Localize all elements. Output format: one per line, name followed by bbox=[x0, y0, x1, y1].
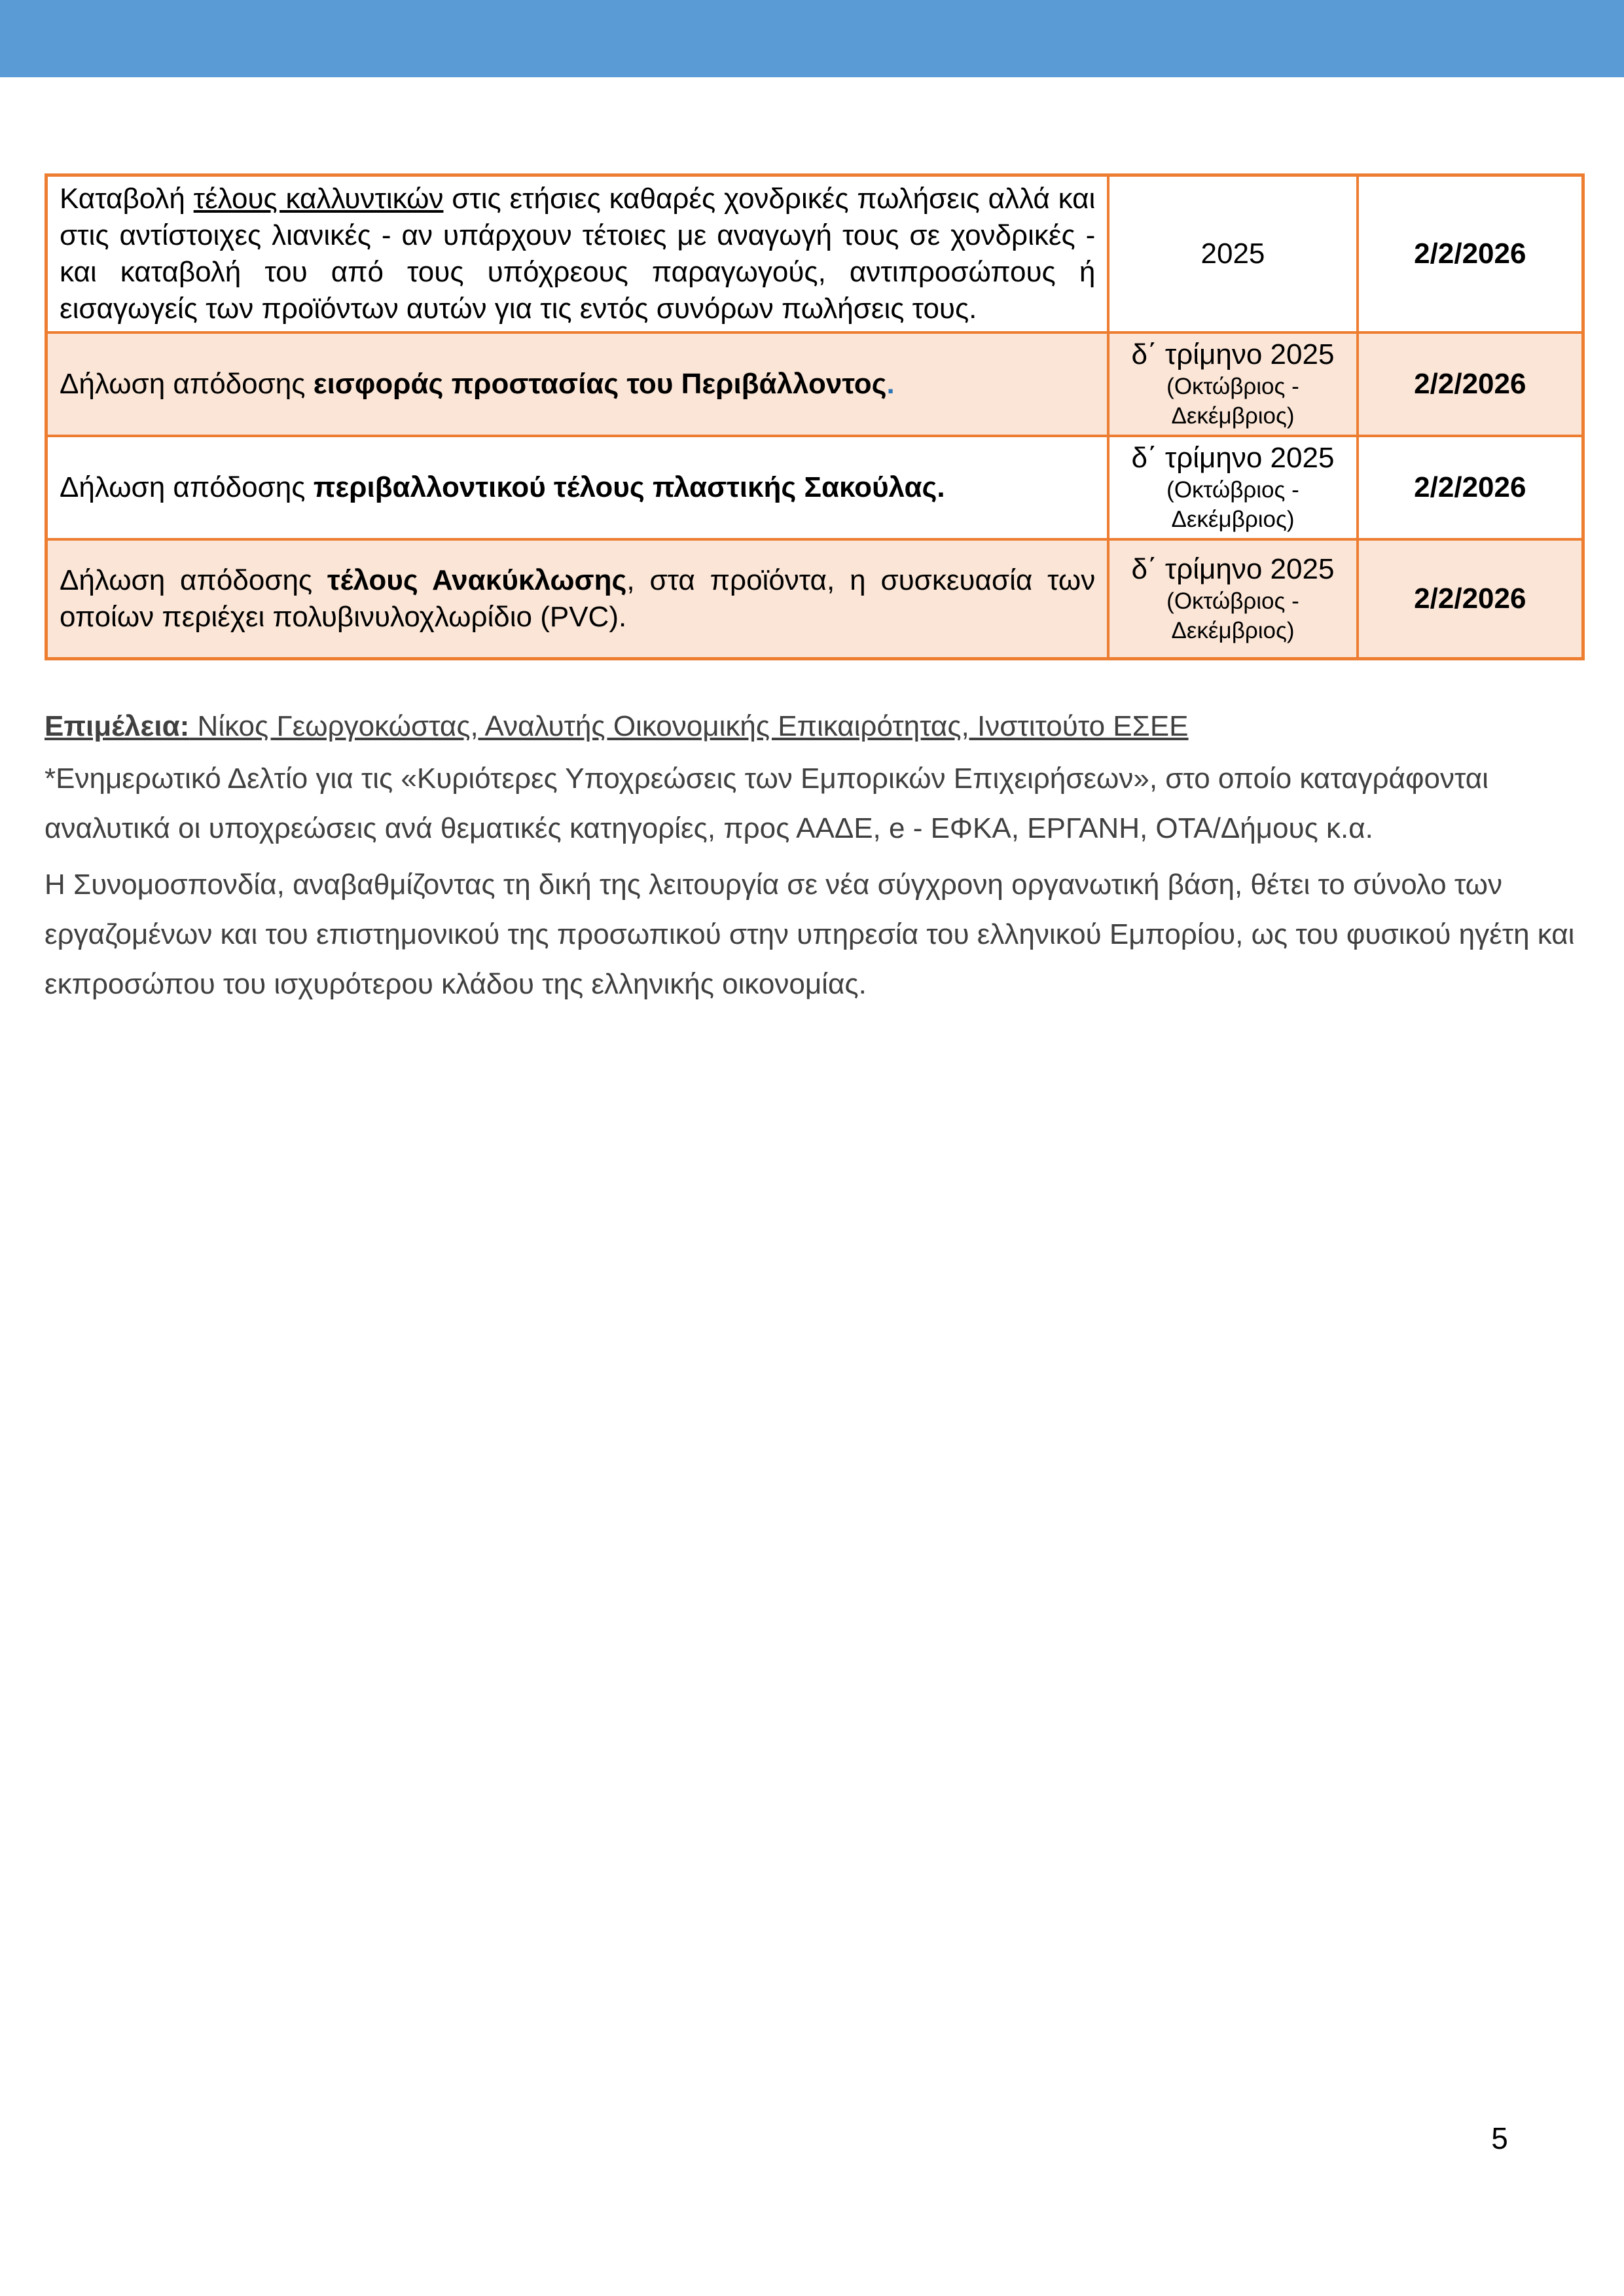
period-text: δ΄ τρίμηνο 2025 bbox=[1131, 338, 1335, 370]
deadline-cell bbox=[1358, 175, 1583, 333]
obligation-description-cell bbox=[46, 175, 1109, 333]
period-months-text: (Οκτώβριος - bbox=[1166, 588, 1299, 614]
description-text: Δήλωση απόδοσης bbox=[60, 368, 314, 400]
deadline-cell bbox=[1358, 539, 1583, 658]
period-months-text: Δεκέμβριος) bbox=[1171, 507, 1295, 532]
obligation-description-cell bbox=[46, 332, 1109, 436]
credits-line bbox=[45, 708, 1585, 745]
description-bold-text: περιβαλλοντικού τέλους πλαστικής Σακούλας. bbox=[313, 471, 945, 503]
table-row bbox=[46, 175, 1583, 333]
period-text: 2025 bbox=[1200, 238, 1265, 270]
table-row bbox=[46, 436, 1583, 539]
description-bold-text: τέλους Ανακύκλωσης bbox=[327, 564, 627, 596]
description-text: Δήλωση απόδοσης bbox=[60, 471, 314, 503]
obligation-description-cell bbox=[46, 436, 1109, 539]
deadline-cell bbox=[1358, 436, 1583, 539]
deadline-text: 2/2/2026 bbox=[1414, 238, 1526, 270]
table-row bbox=[46, 539, 1583, 658]
blue-period: . bbox=[886, 368, 895, 400]
period-cell bbox=[1108, 175, 1357, 333]
description-text: Καταβολή bbox=[60, 183, 194, 215]
period-months-text: (Οκτώβριος - bbox=[1166, 477, 1299, 503]
description-underlined-text: τέλους καλλυντικών bbox=[193, 183, 444, 215]
period-cell bbox=[1108, 539, 1357, 658]
period-text: δ΄ τρίμηνο 2025 bbox=[1131, 552, 1335, 585]
period-cell bbox=[1108, 436, 1357, 539]
deadline-text: 2/2/2026 bbox=[1414, 582, 1526, 615]
deadline-text: 2/2/2026 bbox=[1414, 471, 1526, 503]
page-number: 5 bbox=[1491, 2121, 1508, 2155]
closing-paragraph: Η Συνομοσπονδία, αναβαθμίζοντας τη δική της λειτουργία σε νέα σύγχρονη οργανωτική βάση, θέτει το σύνολο των εργαζομένων και του επιστημονικού της προσωπικού στην υπηρεσία του ελληνικού Εμπορίου, ως του φυσικού ηγέτη και εκπροσώπου του ισχυρότερου κλάδου της ελληνικής οικονομίας. bbox=[45, 869, 1575, 1000]
period-cell bbox=[1108, 332, 1357, 436]
description-text: στις ετήσιες καθαρές χονδρικές πωλήσεις αλλά και στις αντίστοιχες λιανικές - αν υπάρχουν τέτοιες με αναγωγή τους σε χονδρικές - και καταβολή του από τους υπόχρεους παραγωγούς, αντιπροσώπους ή εισαγωγείς των προϊόντων αυτών για τις εντός συνόρων πωλήσεις τους. bbox=[60, 183, 1096, 325]
period-text: δ΄ τρίμηνο 2025 bbox=[1131, 442, 1335, 474]
obligation-description-cell bbox=[46, 539, 1109, 658]
period-months-text: Δεκέμβριος) bbox=[1171, 617, 1295, 643]
description-text: , στα προϊόντα, η συσκευασία των οποίων περιέχει πολυβινυλοχλωρίδιο (PVC). bbox=[60, 564, 1096, 633]
deadline-text: 2/2/2026 bbox=[1414, 368, 1526, 400]
footer-section bbox=[45, 708, 1585, 1009]
credits-text: Νίκος Γεωργοκώστας, Αναλυτής Οικονομικής Επικαιρότητας, Ινστιτούτο ΕΣΕΕ bbox=[189, 710, 1189, 742]
period-months-text: Δεκέμβριος) bbox=[1171, 403, 1295, 429]
table-row bbox=[46, 332, 1583, 436]
header-bar bbox=[0, 0, 1624, 77]
description-text: Δήλωση απόδοσης bbox=[60, 564, 327, 596]
obligations-table bbox=[45, 173, 1585, 660]
period-months-text: (Οκτώβριος - bbox=[1166, 374, 1299, 399]
description-bold-text: εισφοράς προστασίας του Περιβάλλοντος bbox=[313, 368, 887, 400]
deadline-cell bbox=[1358, 332, 1583, 436]
credits-label: Επιμέλεια: bbox=[45, 710, 190, 742]
newsletter-note: *Ενημερωτικό Δελτίο για τις «Κυριότερες Υποχρεώσεις των Εμπορικών Επιχειρήσεων», στο οποίο καταγράφονται αναλυτικά οι υποχρεώσεις ανά θεματικές κατηγορίες, προς ΑΑΔΕ, e - ΕΦΚΑ, ΕΡΓΑΝΗ, ΟΤΑ/Δήμους κ.α. bbox=[45, 762, 1489, 844]
